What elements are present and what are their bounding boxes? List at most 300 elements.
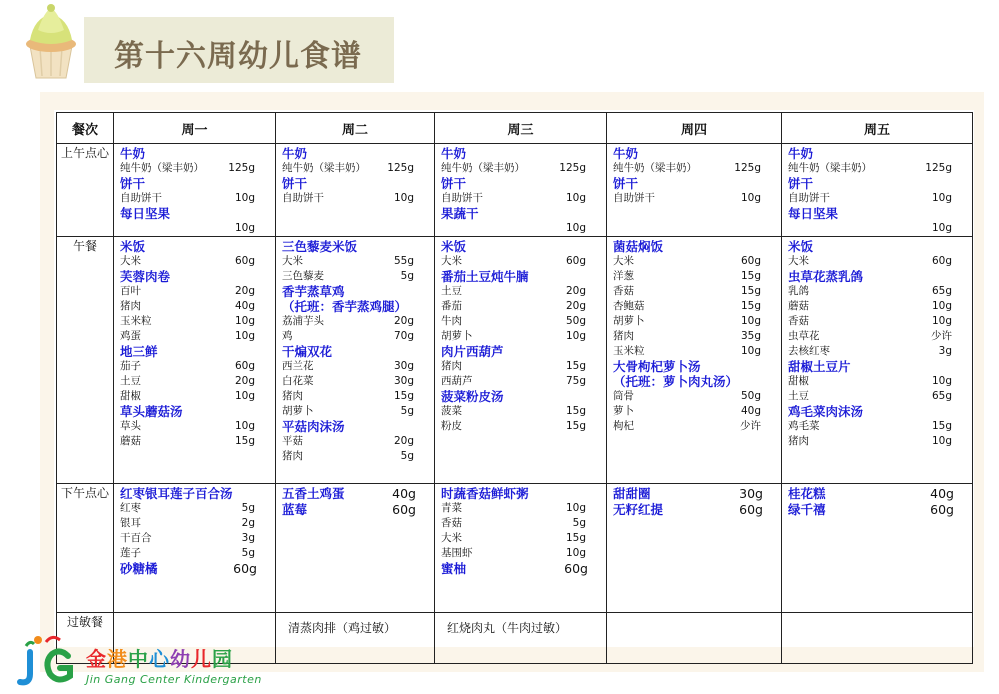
dish-name: 牛奶 <box>613 146 639 161</box>
dish-name: 牛奶 <box>441 146 467 161</box>
ingredient-line <box>282 434 430 449</box>
dish-quantity: 60g <box>739 502 763 517</box>
day-header: 周三 <box>435 113 607 144</box>
ingredient-quantity: 10g <box>931 375 952 387</box>
ingredient-quantity: 10g <box>931 315 952 327</box>
ingredient-quantity: 10g <box>234 390 255 402</box>
dish-name: （托班：萝卜肉丸汤） <box>613 374 739 389</box>
table-header-row <box>57 113 973 144</box>
ingredient-quantity: 10g <box>565 330 586 342</box>
ingredient-quantity: 40g <box>740 405 761 417</box>
menu-cell <box>607 484 782 613</box>
dish-name: 牛奶 <box>120 146 146 161</box>
ingredient-quantity: 10g <box>565 502 586 514</box>
ingredient-quantity: 5g <box>241 502 255 514</box>
logo-char: 金 <box>86 647 107 671</box>
ingredient-quantity: 60g <box>234 360 255 372</box>
dish-name: 饼干 <box>788 176 814 191</box>
ingredient-name: 草头 <box>120 420 141 432</box>
menu-cell <box>607 613 782 664</box>
ingredient-line <box>788 299 968 314</box>
logo-char: 幼 <box>170 647 191 671</box>
ingredient-line <box>120 389 271 404</box>
dish-name: 绿千禧 <box>788 502 826 517</box>
dish-name: 芙蓉肉卷 <box>120 269 171 284</box>
meal-column-header: 餐次 <box>57 113 114 144</box>
ingredient-line <box>441 359 602 374</box>
ingredient-quantity: 20g <box>234 285 255 297</box>
dish-name: 甜椒土豆片 <box>788 359 851 374</box>
ingredient-name: 自助饼干 <box>613 192 655 204</box>
ingredient-line <box>441 161 602 176</box>
ingredient-name: 玉米粒 <box>120 315 152 327</box>
ingredient-name: 粉皮 <box>441 420 462 432</box>
dish-name: 每日坚果 <box>120 206 171 221</box>
ingredient-name: 百叶 <box>120 285 141 297</box>
ingredient-line <box>120 284 271 299</box>
menu-cell <box>607 237 782 484</box>
ingredient-line <box>788 191 968 206</box>
logo-char: 中 <box>128 647 149 671</box>
ingredient-quantity: 10g <box>565 547 586 559</box>
dish-name: 五香土鸡蛋 <box>282 486 345 501</box>
dish-name: 番茄土豆炖牛腩 <box>441 269 529 284</box>
ingredient-name: 西兰花 <box>282 360 314 372</box>
ingredient-quantity: 60g <box>740 255 761 267</box>
ingredient-line <box>613 299 777 314</box>
menu-cell <box>114 237 276 484</box>
ingredient-line <box>613 419 777 434</box>
ingredient-line <box>788 434 968 449</box>
ingredient-name: 大米 <box>441 255 462 267</box>
meal-label: 上午点心 <box>57 144 114 237</box>
ingredient-name: 枸杞 <box>613 420 634 432</box>
ingredient-name: 基围虾 <box>441 547 473 559</box>
ingredient-name: 鸡毛菜 <box>788 420 820 432</box>
ingredient-name: 胡萝卜 <box>282 405 314 417</box>
menu-cell <box>782 237 973 484</box>
menu-cell <box>435 144 607 237</box>
menu-cell <box>782 613 973 664</box>
menu-cell <box>435 237 607 484</box>
ingredient-quantity: 少许 <box>740 420 761 432</box>
dish-quantity: 60g <box>392 502 416 517</box>
ingredient-quantity: 15g <box>740 300 761 312</box>
ingredient-name: 猪肉 <box>282 450 303 462</box>
logo-char: 心 <box>149 647 170 671</box>
ingredient-quantity: 65g <box>931 390 952 402</box>
ingredient-quantity: 20g <box>565 285 586 297</box>
ingredient-name: 萝卜 <box>613 405 634 417</box>
menu-cell <box>276 613 435 664</box>
ingredient-quantity: 35g <box>740 330 761 342</box>
dish-line <box>120 561 271 577</box>
menu-cell <box>782 144 973 237</box>
dish-name: 米饭 <box>788 239 814 254</box>
dish-line <box>282 486 430 502</box>
dish-quantity: 40g <box>930 486 954 501</box>
dish-name: 米饭 <box>120 239 146 254</box>
ingredient-name: 莲子 <box>120 547 141 559</box>
dish-name: 无籽红提 <box>613 502 664 517</box>
ingredient-quantity: 10g <box>234 192 255 204</box>
ingredient-line <box>120 299 271 314</box>
menu-cell <box>276 144 435 237</box>
dish-name: 饼干 <box>613 176 639 191</box>
ingredient-name: 猪肉 <box>120 300 141 312</box>
ingredient-name: 洋葱 <box>613 270 634 282</box>
ingredient-quantity: 60g <box>565 255 586 267</box>
ingredient-name: 三色藜麦 <box>282 270 324 282</box>
ingredient-line <box>441 284 602 299</box>
ingredient-quantity: 50g <box>740 390 761 402</box>
ingredient-quantity: 15g <box>740 270 761 282</box>
allergy-dish: 清蒸肉排（鸡过敏） <box>288 621 397 635</box>
logo-char: 港 <box>107 647 128 671</box>
day-header: 周二 <box>276 113 435 144</box>
ingredient-line <box>282 404 430 419</box>
dish-name: 饼干 <box>282 176 308 191</box>
ingredient-name: 玉米粒 <box>613 345 645 357</box>
dish-name: 肉片西葫芦 <box>441 344 504 359</box>
dish-name: 桂花糕 <box>788 486 826 501</box>
meal-label: 午餐 <box>57 237 114 484</box>
ingredient-quantity: 15g <box>740 285 761 297</box>
ingredient-quantity: 20g <box>393 315 414 327</box>
ingredient-line <box>282 191 430 206</box>
ingredient-name: 土豆 <box>441 285 462 297</box>
ingredient-quantity: 10g <box>565 222 586 234</box>
ingredient-name: 香菇 <box>788 315 809 327</box>
ingredient-quantity: 15g <box>393 390 414 402</box>
ingredient-name: 猪肉 <box>441 360 462 372</box>
ingredient-quantity: 125g <box>559 162 586 174</box>
ingredient-quantity: 10g <box>393 192 414 204</box>
ingredient-name: 猪肉 <box>282 390 303 402</box>
dish-line <box>788 502 968 518</box>
ingredient-line <box>282 374 430 389</box>
ingredient-line <box>120 254 271 269</box>
dish-name: 地三鲜 <box>120 344 158 359</box>
ingredient-quantity: 10g <box>740 315 761 327</box>
ingredient-name: 香菇 <box>441 517 462 529</box>
dish-name: 三色藜麦米饭 <box>282 239 358 254</box>
table-row <box>57 144 973 237</box>
dish-name: 草头蘑菇汤 <box>120 404 183 419</box>
ingredient-name: 蘑菇 <box>788 300 809 312</box>
dish-name: 干煸双花 <box>282 344 333 359</box>
ingredient-quantity: 50g <box>565 315 586 327</box>
meal-label: 下午点心 <box>57 484 114 613</box>
ingredient-name: 去核红枣 <box>788 345 830 357</box>
menu-cell <box>435 484 607 613</box>
ingredient-line <box>441 419 602 434</box>
ingredient-quantity: 10g <box>931 300 952 312</box>
ingredient-line <box>613 329 777 344</box>
ingredient-line <box>613 284 777 299</box>
ingredient-name: 青菜 <box>441 502 462 514</box>
ingredient-line <box>441 299 602 314</box>
ingredient-name: 猪肉 <box>613 330 634 342</box>
ingredient-name: 纯牛奶（梁丰奶） <box>613 162 697 174</box>
ingredient-quantity: 125g <box>925 162 952 174</box>
ingredient-line <box>282 254 430 269</box>
weekly-menu-table <box>56 112 973 664</box>
ingredient-quantity: 10g <box>565 192 586 204</box>
ingredient-quantity: 70g <box>393 330 414 342</box>
ingredient-line <box>613 389 777 404</box>
ingredient-line <box>120 161 271 176</box>
ingredient-line <box>120 531 271 546</box>
ingredient-quantity: 65g <box>931 285 952 297</box>
ingredient-quantity: 5g <box>400 450 414 462</box>
ingredient-name: 大米 <box>441 532 462 544</box>
ingredient-quantity: 3g <box>938 345 952 357</box>
dish-name: 红枣银耳莲子百合汤 <box>120 486 233 501</box>
ingredient-name: 番茄 <box>441 300 462 312</box>
ingredient-quantity: 60g <box>234 255 255 267</box>
ingredient-quantity: 5g <box>572 517 586 529</box>
ingredient-name: 香菇 <box>613 285 634 297</box>
ingredient-name: 甜椒 <box>120 390 141 402</box>
ingredient-line <box>788 161 968 176</box>
kindergarten-name-cn <box>86 643 233 672</box>
ingredient-line <box>788 389 968 404</box>
ingredient-quantity: 20g <box>234 375 255 387</box>
ingredient-line <box>613 191 777 206</box>
ingredient-line <box>282 161 430 176</box>
ingredient-name: 筒骨 <box>613 390 634 402</box>
ingredient-quantity: 30g <box>393 375 414 387</box>
ingredient-name: 干百合 <box>120 532 152 544</box>
ingredient-line <box>282 389 430 404</box>
ingredient-line <box>282 269 430 284</box>
dish-line <box>282 502 430 518</box>
ingredient-name: 胡萝卜 <box>441 330 473 342</box>
dish-name: 大骨枸杞萝卜汤 <box>613 359 701 374</box>
ingredient-quantity: 5g <box>400 270 414 282</box>
ingredient-quantity: 少许 <box>931 330 952 342</box>
ingredient-quantity: 3g <box>241 532 255 544</box>
ingredient-line <box>613 254 777 269</box>
dish-name: 蓝莓 <box>282 502 308 517</box>
ingredient-line <box>613 314 777 329</box>
ingredient-line <box>788 374 968 389</box>
day-header: 周四 <box>607 113 782 144</box>
allergy-dish: 红烧肉丸（牛肉过敏） <box>447 621 568 635</box>
ingredient-quantity: 2g <box>241 517 255 529</box>
ingredient-line <box>441 254 602 269</box>
ingredient-line <box>282 449 430 464</box>
ingredient-name: 乳鸽 <box>788 285 809 297</box>
ingredient-name: 白花菜 <box>282 375 314 387</box>
ingredient-name: 鸡蛋 <box>120 330 141 342</box>
ingredient-quantity: 15g <box>565 532 586 544</box>
ingredient-quantity: 10g <box>740 345 761 357</box>
page-title: 第十六周幼儿食谱 <box>114 39 362 74</box>
table-row <box>57 484 973 613</box>
menu-cell <box>114 484 276 613</box>
dish-line <box>613 486 777 502</box>
ingredient-name: 土豆 <box>788 390 809 402</box>
ingredient-line <box>613 161 777 176</box>
ingredient-line <box>120 329 271 344</box>
ingredient-line <box>441 404 602 419</box>
ingredient-name: 土豆 <box>120 375 141 387</box>
ingredient-name: 西葫芦 <box>441 375 473 387</box>
ingredient-line <box>788 221 968 236</box>
ingredient-quantity: 20g <box>393 435 414 447</box>
ingredient-line <box>441 516 602 531</box>
ingredient-line <box>613 404 777 419</box>
ingredient-name: 自助饼干 <box>788 192 830 204</box>
meal-label: 过敏餐 <box>57 613 114 664</box>
ingredient-line <box>441 221 602 236</box>
ingredient-quantity: 10g <box>931 435 952 447</box>
menu-cell <box>435 613 607 664</box>
dish-name: 虫草花蒸乳鸽 <box>788 269 864 284</box>
ingredient-quantity: 5g <box>400 405 414 417</box>
ingredient-name: 菠菜 <box>441 405 462 417</box>
ingredient-name: 自助饼干 <box>282 192 324 204</box>
ingredient-name: 自助饼干 <box>441 192 483 204</box>
ingredient-line <box>441 374 602 389</box>
dish-name: 每日坚果 <box>788 206 839 221</box>
ingredient-name: 纯牛奶（梁丰奶） <box>788 162 872 174</box>
ingredient-quantity: 40g <box>234 300 255 312</box>
ingredient-name: 银耳 <box>120 517 141 529</box>
ingredient-line <box>120 374 271 389</box>
ingredient-name: 纯牛奶（梁丰奶） <box>282 162 366 174</box>
ingredient-line <box>788 419 968 434</box>
ingredient-quantity: 15g <box>234 435 255 447</box>
ingredient-name: 红枣 <box>120 502 141 514</box>
menu-cell <box>276 484 435 613</box>
dish-name: 牛奶 <box>282 146 308 161</box>
ingredient-name: 大米 <box>282 255 303 267</box>
dish-name: 平菇肉沫汤 <box>282 419 345 434</box>
ingredient-line <box>441 531 602 546</box>
dish-name: 香芋蒸草鸡 <box>282 284 345 299</box>
ingredient-line <box>120 191 271 206</box>
ingredient-line <box>282 329 430 344</box>
logo-char: 儿 <box>191 647 212 671</box>
dish-name: 米饭 <box>441 239 467 254</box>
ingredient-name: 荔浦芋头 <box>282 315 324 327</box>
ingredient-line <box>120 419 271 434</box>
ingredient-quantity: 15g <box>565 405 586 417</box>
dish-name: 菌菇焖饭 <box>613 239 664 254</box>
ingredient-name: 甜椒 <box>788 375 809 387</box>
ingredient-quantity: 125g <box>734 162 761 174</box>
kindergarten-logo-icon <box>16 632 78 688</box>
ingredient-line <box>441 501 602 516</box>
ingredient-quantity: 30g <box>393 360 414 372</box>
ingredient-line <box>613 269 777 284</box>
ingredient-line <box>788 314 968 329</box>
menu-cell <box>782 484 973 613</box>
ingredient-line <box>120 434 271 449</box>
ingredient-line <box>441 546 602 561</box>
dish-name: 鸡毛菜肉沫汤 <box>788 404 864 419</box>
ingredient-line <box>120 221 271 236</box>
dish-name: 时蔬香菇鲜虾粥 <box>441 486 529 501</box>
ingredient-name: 大米 <box>120 255 141 267</box>
kindergarten-name-en: Jin Gang Center Kindergarten <box>86 673 262 686</box>
ingredient-quantity: 20g <box>565 300 586 312</box>
ingredient-line <box>282 314 430 329</box>
ingredient-quantity: 15g <box>931 420 952 432</box>
dish-name: 蜜柚 <box>441 561 467 576</box>
dish-name: 甜甜圈 <box>613 486 651 501</box>
menu-cell <box>114 144 276 237</box>
dish-quantity: 60g <box>930 502 954 517</box>
logo-char: 园 <box>212 647 233 671</box>
ingredient-quantity: 125g <box>228 162 255 174</box>
ingredient-line <box>441 191 602 206</box>
ingredient-line <box>788 344 968 359</box>
ingredient-quantity: 5g <box>241 547 255 559</box>
ingredient-name: 胡萝卜 <box>613 315 645 327</box>
title-banner <box>84 17 394 83</box>
day-header: 周五 <box>782 113 973 144</box>
ingredient-quantity: 15g <box>565 360 586 372</box>
ingredient-quantity: 10g <box>931 192 952 204</box>
dish-line <box>788 486 968 502</box>
menu-cell <box>276 237 435 484</box>
ingredient-name: 牛肉 <box>441 315 462 327</box>
dish-name: 果蔬干 <box>441 206 479 221</box>
dish-name: （托班：香芋蒸鸡腿） <box>282 299 408 314</box>
ingredient-name: 虫草花 <box>788 330 820 342</box>
ingredient-name: 蘑菇 <box>120 435 141 447</box>
dish-line <box>613 502 777 518</box>
dish-quantity: 30g <box>739 486 763 501</box>
ingredient-quantity: 10g <box>740 192 761 204</box>
dish-name: 砂糖橘 <box>120 561 158 576</box>
ingredient-name: 平菇 <box>282 435 303 447</box>
ingredient-line <box>788 284 968 299</box>
dish-quantity: 60g <box>564 561 588 576</box>
ingredient-quantity: 75g <box>565 375 586 387</box>
ingredient-line <box>120 516 271 531</box>
dish-name: 牛奶 <box>788 146 814 161</box>
ingredient-line <box>120 359 271 374</box>
dish-name: 饼干 <box>120 176 146 191</box>
ingredient-name: 杏鲍菇 <box>613 300 645 312</box>
ingredient-name: 鸡 <box>282 330 293 342</box>
ingredient-line <box>788 254 968 269</box>
dish-name: 饼干 <box>441 176 467 191</box>
dish-name: 菠菜粉皮汤 <box>441 389 504 404</box>
dish-line <box>441 561 602 577</box>
ingredient-line <box>613 344 777 359</box>
ingredient-line <box>441 329 602 344</box>
ingredient-name: 纯牛奶（梁丰奶） <box>441 162 525 174</box>
ingredient-name: 自助饼干 <box>120 192 162 204</box>
ingredient-name: 猪肉 <box>788 435 809 447</box>
dish-quantity: 40g <box>392 486 416 501</box>
ingredient-quantity: 10g <box>234 330 255 342</box>
menu-cell <box>607 144 782 237</box>
ingredient-quantity: 10g <box>234 222 255 234</box>
ingredient-quantity: 10g <box>234 420 255 432</box>
ingredient-line <box>120 546 271 561</box>
ingredient-line <box>441 314 602 329</box>
ingredient-quantity: 125g <box>387 162 414 174</box>
dish-quantity: 60g <box>233 561 257 576</box>
day-header: 周一 <box>114 113 276 144</box>
